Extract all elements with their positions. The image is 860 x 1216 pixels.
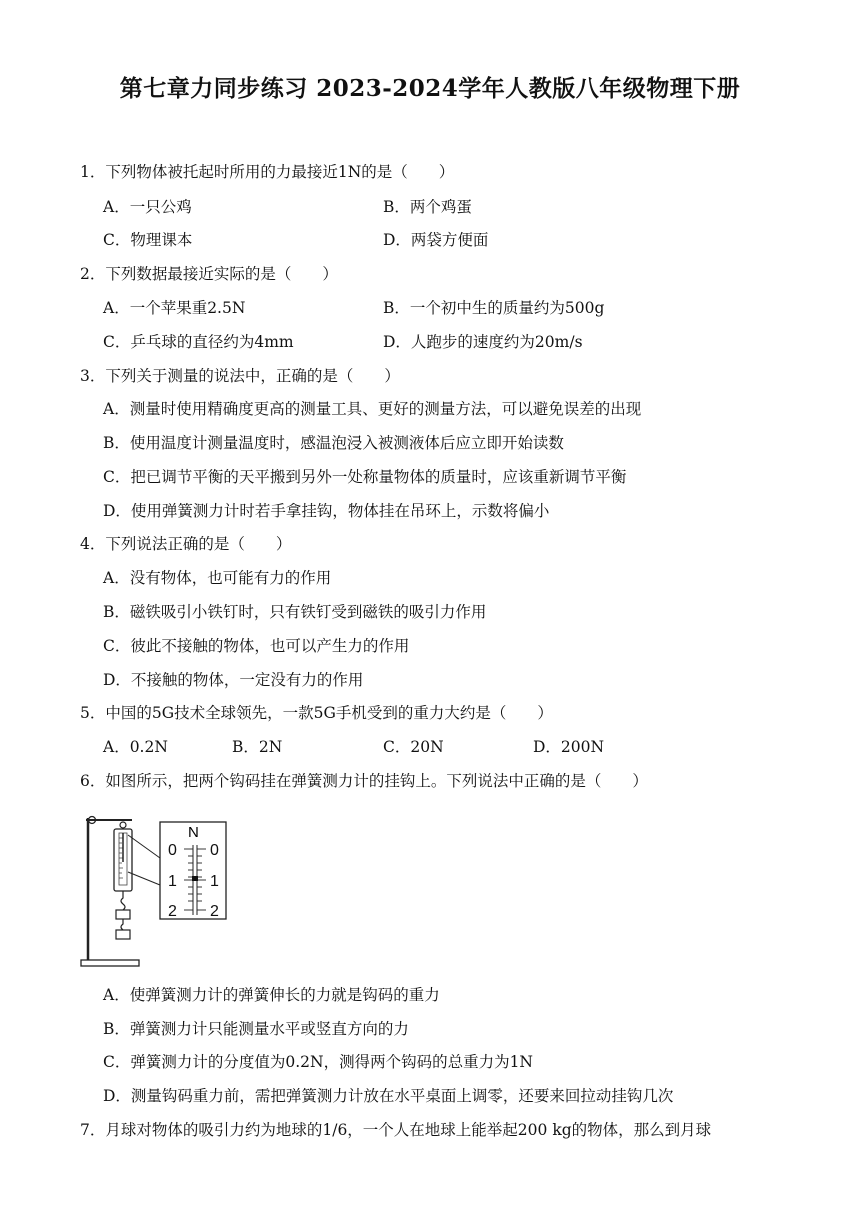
scale-right-label-2: 2 [210, 903, 219, 920]
scale-pointer [192, 876, 198, 881]
question-7-stem: 7．月球对物体的吸引力约为地球的1/6，一个人在地球上能举起200 kg的物体，那么到月球 [80, 1121, 712, 1139]
scale-left-label-0: 0 [168, 842, 177, 859]
scale-hook [121, 891, 125, 910]
question-2-option-a: A．一个苹果重2.5N [103, 299, 246, 317]
scale-top-ring [120, 822, 126, 828]
weight-2 [116, 930, 130, 939]
callout-line-bottom [128, 872, 160, 885]
question-3-option-a: A．测量时使用精确度更高的测量工具、更好的测量方法，可以避免误差的出现 [103, 400, 642, 418]
question-1-option-b: B．两个鸡蛋 [383, 198, 472, 216]
question-3-stem: 3．下列关于测量的说法中，正确的是（ ） [80, 367, 400, 385]
question-3-option-b: B．使用温度计测量温度时，感温泡浸入被测液体后应立即开始读数 [103, 434, 564, 452]
spring-scale-figure [78, 800, 238, 975]
question-1-stem: 1．下列物体被托起时所用的力最接近1N的是（ ） [80, 163, 455, 181]
question-4-stem: 4．下列说法正确的是（ ） [80, 535, 292, 553]
callout-line-top [128, 835, 160, 858]
question-5-option-d: D．200N [533, 738, 605, 756]
question-3-option-c: C．把已调节平衡的天平搬到另外一处称量物体的质量时，应该重新调节平衡 [103, 468, 627, 486]
weight-1 [116, 910, 130, 919]
question-2-option-d: D．人跑步的速度约为20m/s [383, 333, 583, 351]
question-4-option-d: D．不接触的物体，一定没有力的作用 [103, 671, 364, 689]
scale-left-label-2: 2 [168, 903, 177, 920]
scale-left-label-1: 1 [168, 873, 177, 890]
question-4-option-a: A．没有物体，也可能有力的作用 [103, 569, 332, 587]
weight-hook [121, 919, 123, 930]
question-2-stem: 2．下列数据最接近实际的是（ ） [80, 265, 338, 283]
question-6-stem: 6．如图所示，把两个钩码挂在弹簧测力计的挂钩上。下列说法中正确的是（ ） [80, 772, 648, 790]
question-1-option-a: A．一只公鸡 [103, 198, 192, 216]
question-4-option-c: C．彼此不接触的物体，也可以产生力的作用 [103, 637, 410, 655]
scale-right-label-0: 0 [210, 842, 219, 859]
question-4-option-b: B．磁铁吸引小铁钉时，只有铁钉受到磁铁的吸引力作用 [103, 603, 487, 621]
question-6-option-a: A．使弹簧测力计的弹簧伸长的力就是钩码的重力 [103, 986, 440, 1004]
question-2-option-c: C．乒乓球的直径约为4mm [103, 333, 294, 351]
question-3-option-d: D．使用弹簧测力计时若手拿挂钩，物体挂在吊环上，示数将偏小 [103, 502, 550, 520]
question-5-option-c: C．20N [383, 738, 444, 756]
page-title: 第七章力同步练习 2023-2024学年人教版八年级物理下册 [119, 75, 741, 102]
question-6-option-c: C．弹簧测力计的分度值为0.2N，测得两个钩码的总重力为1N [103, 1053, 533, 1071]
question-6-option-d: D．测量钩码重力前，需把弹簧测力计放在水平桌面上调零，还要来回拉动挂钩几次 [103, 1087, 674, 1105]
question-5-stem: 5．中国的5G技术全球领先，一款5G手机受到的重力大约是（ ） [80, 704, 553, 722]
question-5-option-a: A．0.2N [103, 738, 168, 756]
scale-right-label-1: 1 [210, 873, 219, 890]
scale-unit-label: N [188, 824, 199, 841]
question-5-option-b: B．2N [232, 738, 283, 756]
question-1-option-d: D．两袋方便面 [383, 231, 489, 249]
question-6-option-b: B．弹簧测力计只能测量水平或竖直方向的力 [103, 1020, 409, 1038]
spring-scale-diagram [78, 800, 238, 975]
stand-base [81, 960, 139, 966]
question-1-option-c: C．物理课本 [103, 231, 193, 249]
question-2-option-b: B．一个初中生的质量约为500g [383, 299, 605, 317]
